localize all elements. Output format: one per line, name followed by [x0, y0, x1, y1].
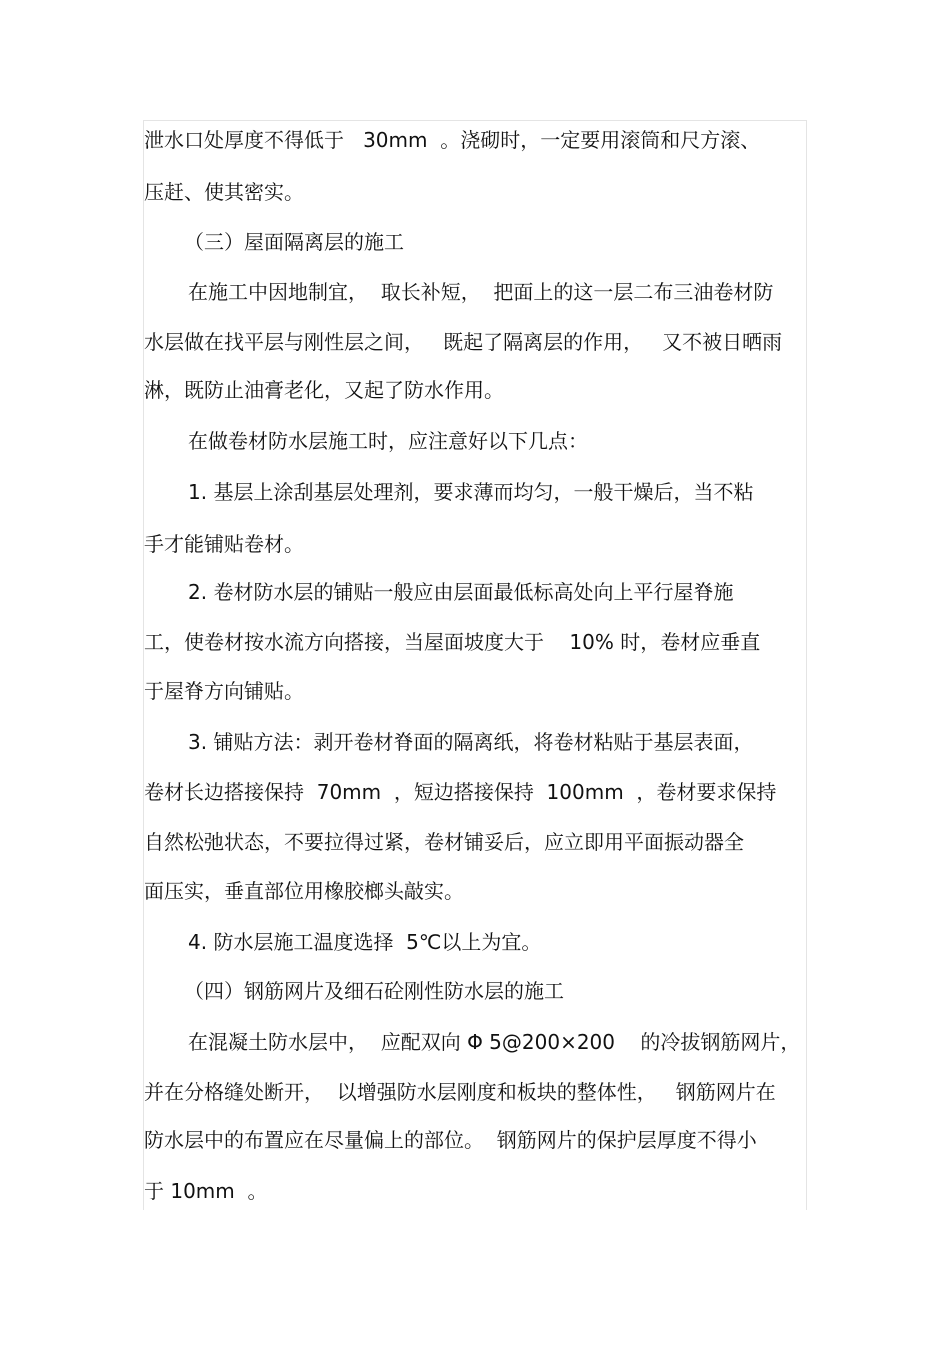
text-line-12: 于屋脊方向铺贴。	[144, 679, 304, 703]
list-item-1: 1. 基层上涂刮基层处理剂，要求薄而均匀，一般干燥后，当不粘	[188, 480, 754, 504]
text-line-2: 压赶、使其密实。	[144, 180, 304, 204]
text-line-20: 并在分格缝处断开， 以增强防水层刚度和板块的整体性， 钢筋网片在	[144, 1080, 776, 1104]
text-line-19: 在混凝土防水层中， 应配双向 Φ 5@200×200 的冷拔钢筋网片，	[188, 1030, 801, 1054]
section-heading-3: （三）屋面隔离层的施工	[184, 230, 404, 254]
text-line-9: 手才能铺贴卷材。	[144, 532, 304, 556]
list-item-4: 4. 防水层施工温度选择 5℃以上为宜。	[188, 930, 542, 954]
text-line-21: 防水层中的布置应在尽量偏上的部位。 钢筋网片的保护层厚度不得小	[144, 1128, 757, 1152]
text-line-16: 面压实，垂直部位用橡胶榔头敲实。	[144, 879, 464, 903]
list-item-3: 3. 铺贴方法：剥开卷材脊面的隔离纸，将卷材粘贴于基层表面，	[188, 730, 754, 754]
text-line-5: 水层做在找平层与刚性层之间， 既起了隔离层的作用， 又不被日晒雨	[144, 330, 783, 354]
text-line-11: 工，使卷材按水流方向搭接，当屋面坡度大于 10% 时，卷材应垂直	[144, 630, 761, 654]
text-line-7: 在做卷材防水层施工时，应注意好以下几点：	[188, 429, 588, 453]
text-line-15: 自然松弛状态，不要拉得过紧，卷材铺妥后，应立即用平面振动器全	[144, 830, 744, 854]
text-line-4: 在施工中因地制宜， 取长补短， 把面上的这一层二布三油卷材防	[188, 280, 774, 304]
text-line-14: 卷材长边搭接保持 70mm ，短边搭接保持 100mm ，卷材要求保持	[144, 780, 777, 804]
text-line-1: 泄水口处厚度不得低于 30mm 。浇砌时，一定要用滚筒和尺方滚、	[144, 128, 761, 152]
list-item-2: 2. 卷材防水层的铺贴一般应由层面最低标高处向上平行屋脊施	[188, 580, 734, 604]
text-line-22: 于 10mm 。	[144, 1179, 268, 1203]
text-line-6: 淋，既防止油膏老化，又起了防水作用。	[144, 378, 504, 402]
section-heading-4: （四）钢筋网片及细石砼刚性防水层的施工	[184, 979, 564, 1003]
